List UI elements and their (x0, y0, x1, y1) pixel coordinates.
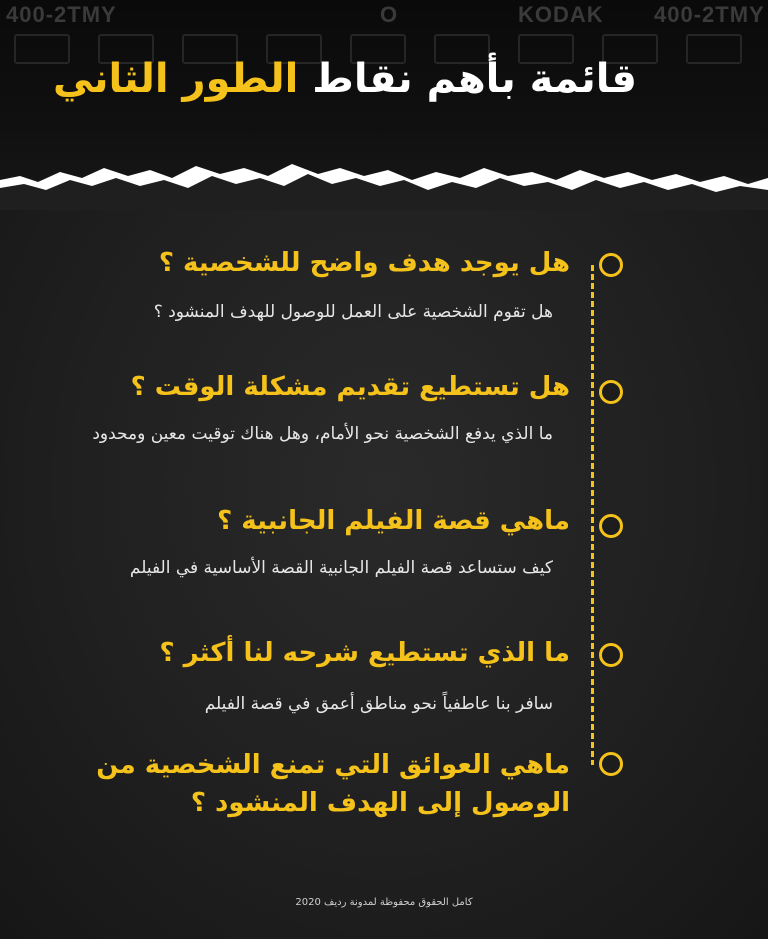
timeline-node (599, 514, 623, 538)
page-title (0, 56, 660, 102)
timeline-line (591, 265, 594, 765)
timeline-node (599, 380, 623, 404)
sprocket-hole (686, 34, 742, 64)
film-code: KODAK (518, 2, 604, 27)
title-accent: الطور الثاني (53, 56, 299, 102)
title-plain: قائمة بأهم نقاط (312, 56, 637, 102)
timeline-node (599, 253, 623, 277)
film-code: 400-2TMY (6, 2, 117, 27)
question-3: ماهي قصة الفيلم الجانبية ؟ (217, 506, 570, 536)
answer-1: هل تقوم الشخصية على العمل للوصول للهدف المنشود ؟ (153, 302, 553, 322)
film-code: 400-2TMY (654, 2, 765, 27)
answer-3: كيف ستساعد قصة الفيلم الجانبية القصة الأساسية في الفيلم (129, 558, 553, 578)
torn-paper-edge (0, 150, 768, 210)
question-1: هل يوجد هدف واضح للشخصية ؟ (158, 248, 570, 278)
timeline-node (599, 752, 623, 776)
question-2: هل تستطيع تقديم مشكلة الوقت ؟ (130, 372, 570, 402)
timeline-node (599, 643, 623, 667)
copyright-footer: كامل الحقوق محفوظة لمدونة رديف 2020 (295, 897, 473, 908)
question-4: ما الذي تستطيع شرحه لنا أكثر ؟ (159, 638, 570, 668)
film-code: O (380, 2, 399, 27)
question-5: ماهي العوائق التي تمنع الشخصية من الوصول إلى الهدف المنشود ؟ (96, 750, 570, 818)
answer-4: سافر بنا عاطفياً نحو مناطق أعمق في قصة الفيلم (204, 694, 553, 714)
answer-2: ما الذي يدفع الشخصية نحو الأمام، وهل هناك توقيت معين ومحدود (92, 424, 553, 444)
